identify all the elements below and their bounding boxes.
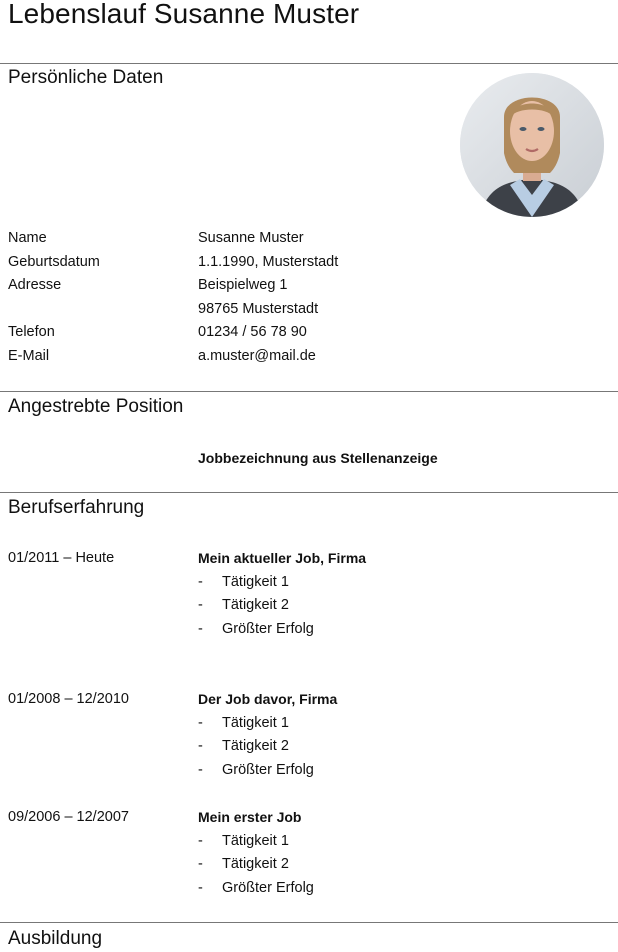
- job-title: Der Job davor, Firma: [198, 691, 338, 707]
- personal-value: Beispielweg 1: [198, 277, 288, 293]
- personal-label: E-Mail: [8, 348, 50, 364]
- bullet-dash: -: [198, 597, 203, 613]
- profile-photo: [460, 73, 604, 217]
- personal-label: Telefon: [8, 324, 55, 340]
- job-task-text: Tätigkeit 1: [222, 573, 289, 590]
- job-task-text: Größter Erfolg: [222, 761, 314, 778]
- job-task-text: Größter Erfolg: [222, 620, 314, 637]
- job-period: 01/2008 – 12/2010: [8, 691, 129, 707]
- job-period: 09/2006 – 12/2007: [8, 809, 129, 825]
- job-task-text: Tätigkeit 2: [222, 856, 289, 872]
- job-task-text: Tätigkeit 1: [222, 714, 289, 731]
- personal-label: Geburtsdatum: [8, 254, 100, 270]
- desired-position: Jobbezeichnung aus Stellenanzeige: [198, 450, 438, 466]
- section-heading-position: Angestrebte Position: [8, 396, 184, 417]
- personal-value: 1.1.1990, Musterstadt: [198, 254, 339, 270]
- personal-value: a.muster@mail.de: [198, 348, 316, 364]
- job-task-text: Größter Erfolg: [222, 879, 314, 896]
- section-heading-experience: Berufserfahrung: [8, 497, 145, 518]
- section-divider: [0, 922, 618, 923]
- bullet-dash: -: [198, 856, 203, 872]
- personal-label: Name: [8, 230, 47, 246]
- bullet-dash: -: [198, 879, 203, 896]
- bullet-dash: -: [198, 832, 203, 849]
- page-title: Lebenslauf Susanne Muster: [8, 0, 360, 29]
- bullet-dash: -: [198, 620, 203, 637]
- section-heading-personal: Persönliche Daten: [8, 67, 164, 88]
- portrait-image: [460, 73, 604, 217]
- bullet-dash: -: [198, 761, 203, 778]
- section-divider: [0, 492, 618, 493]
- personal-label: Adresse: [8, 277, 62, 293]
- job-title: Mein erster Job: [198, 809, 302, 825]
- bullet-dash: -: [198, 573, 203, 590]
- bullet-dash: -: [198, 738, 203, 754]
- job-title: Mein aktueller Job, Firma: [198, 550, 367, 566]
- job-task-text: Tätigkeit 2: [222, 597, 289, 613]
- section-divider: [0, 391, 618, 392]
- section-heading-education: Ausbildung: [8, 928, 103, 949]
- personal-value: Susanne Muster: [198, 230, 304, 246]
- bullet-dash: -: [198, 714, 203, 731]
- section-divider: [0, 63, 618, 64]
- personal-value: 01234 / 56 78 90: [198, 324, 307, 340]
- job-task-text: Tätigkeit 1: [222, 832, 289, 849]
- personal-value: 98765 Musterstadt: [198, 301, 319, 317]
- job-period: 01/2011 – Heute: [8, 550, 115, 566]
- job-task-text: Tätigkeit 2: [222, 738, 289, 754]
